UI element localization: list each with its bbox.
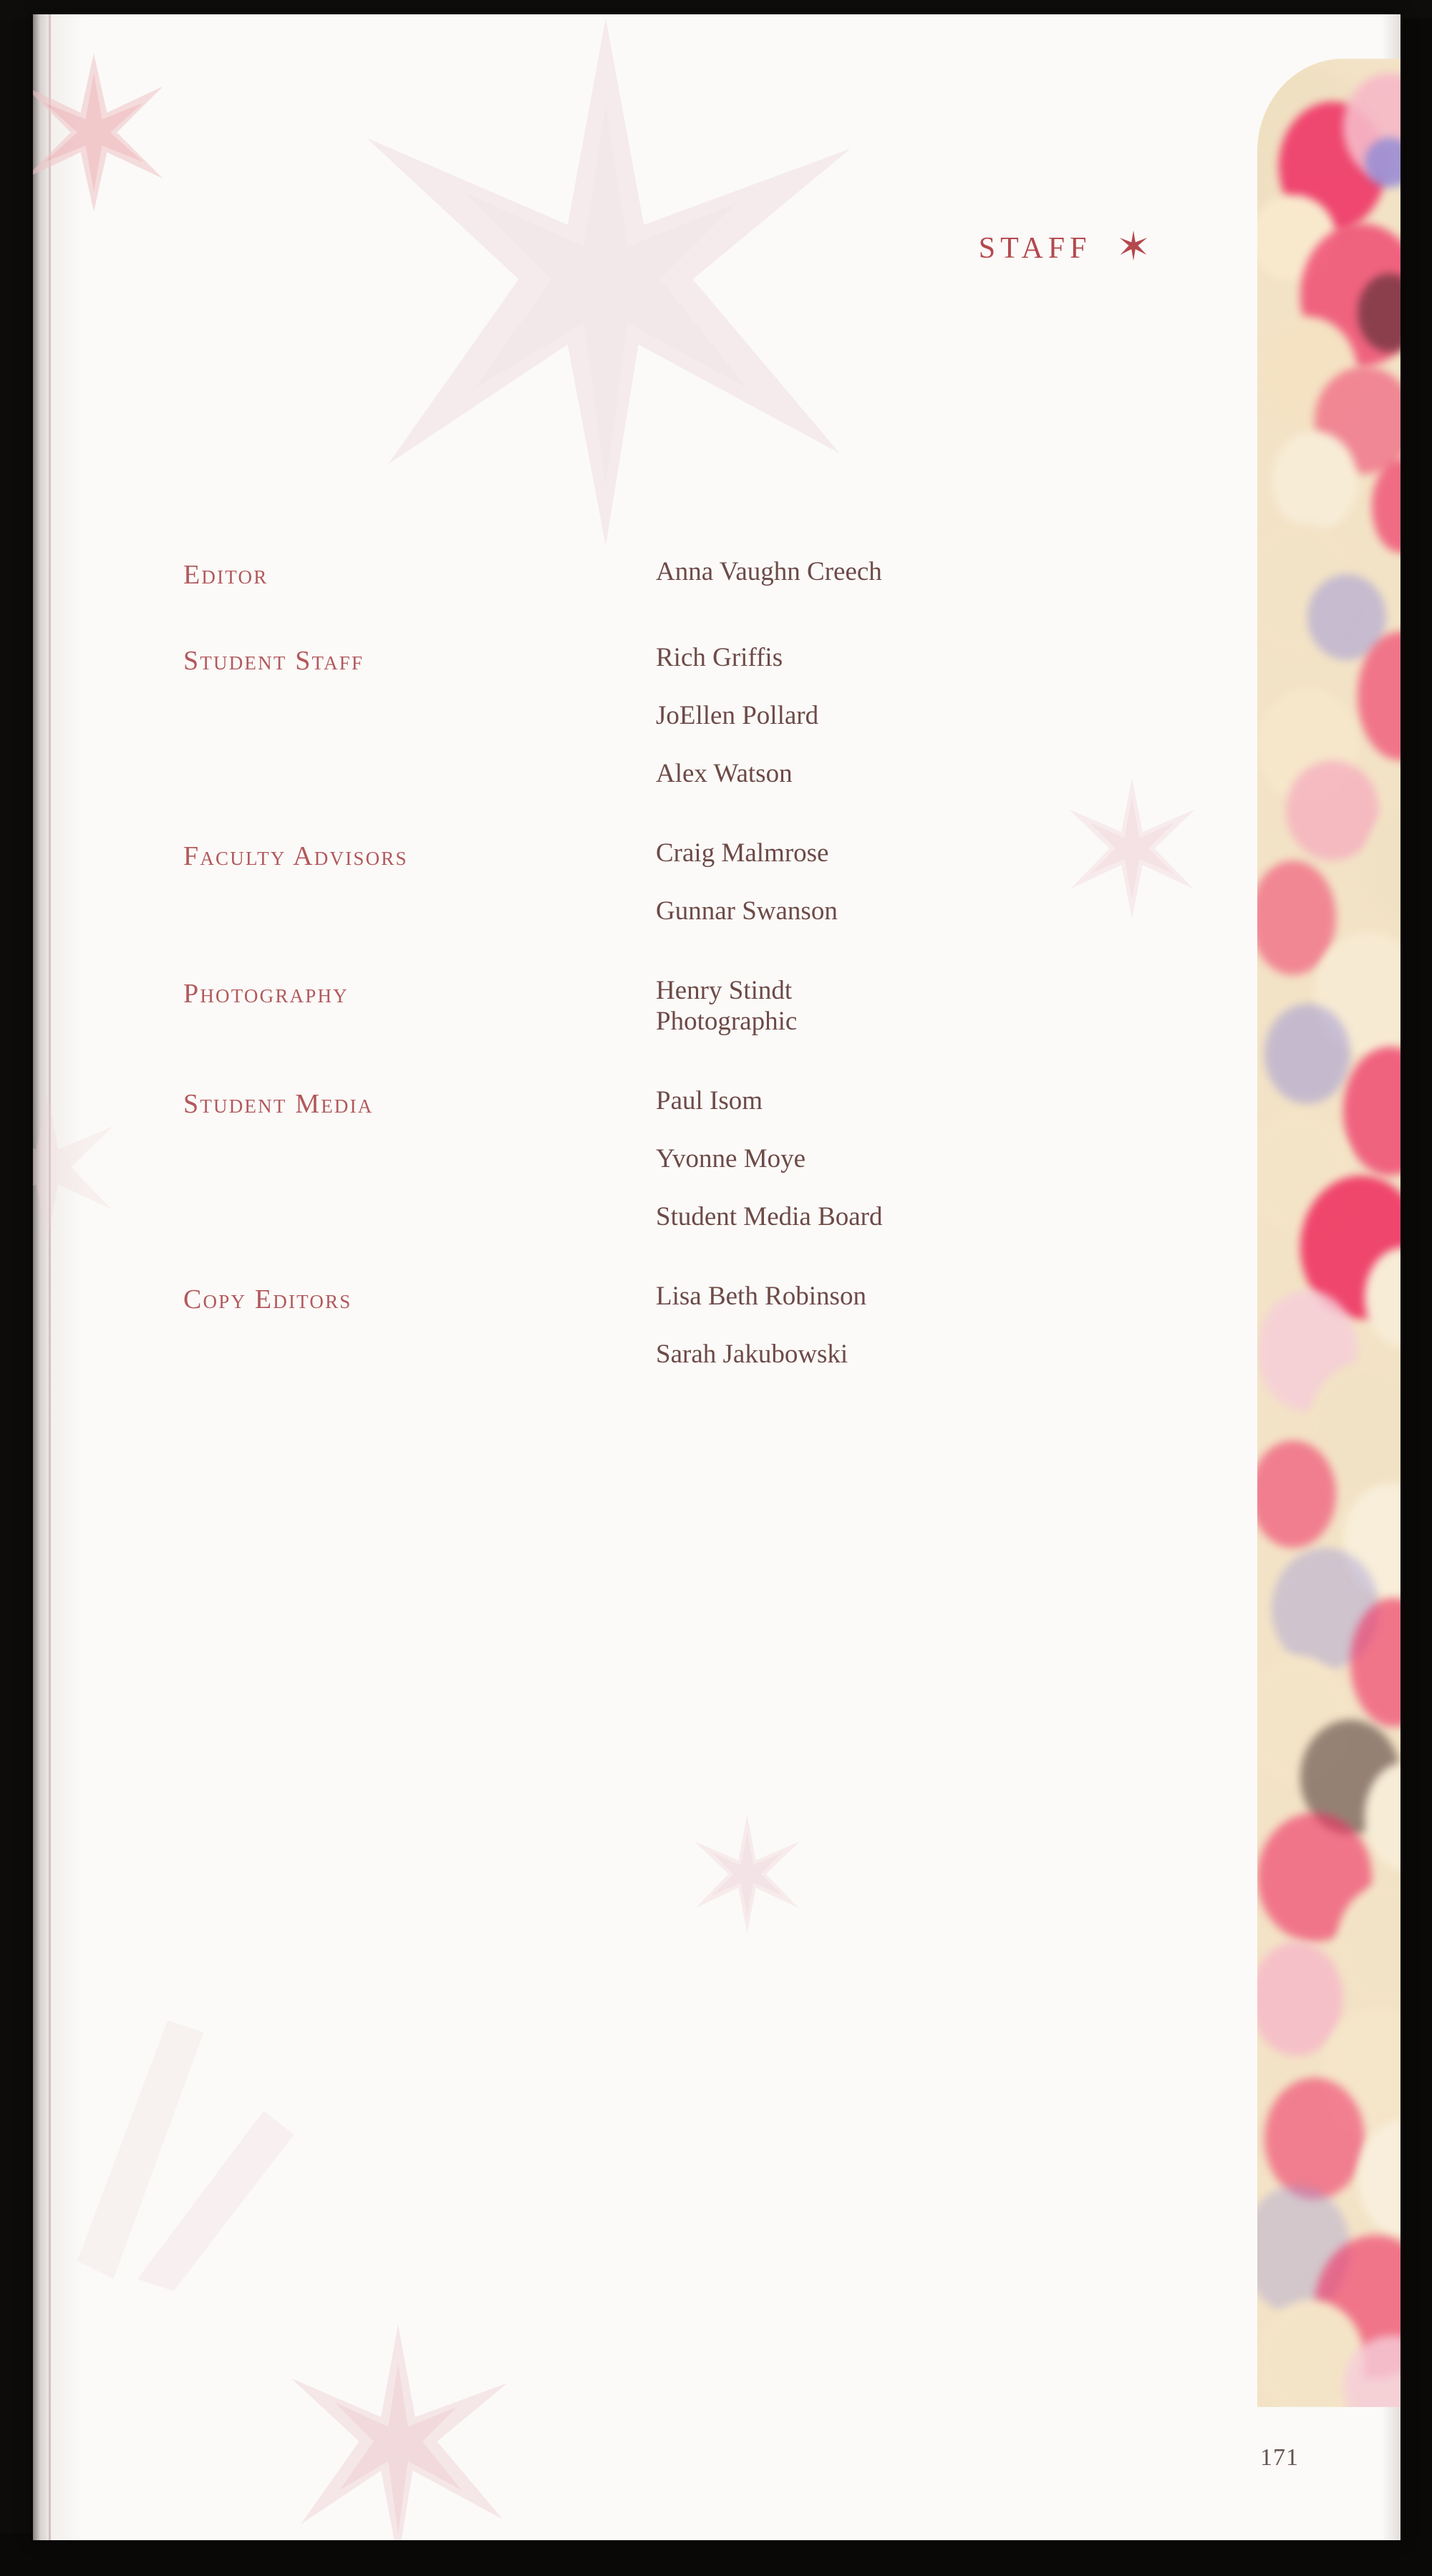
page-title: STAFF — [978, 232, 1092, 265]
role-label: Student Staff — [183, 645, 364, 676]
star-top-center-icon — [334, 14, 878, 551]
list-item: Anna Vaughn Creech — [656, 557, 882, 586]
role-label: Faculty Advisors — [183, 841, 408, 871]
page-spine-line — [49, 14, 51, 2540]
name-list — [656, 558, 882, 585]
star-header-icon — [1105, 232, 1151, 265]
list-item: Sarah Jakubowski — [656, 1339, 848, 1369]
list-item: Paul Isom — [656, 1085, 763, 1115]
name-list — [656, 1283, 866, 1367]
name-list — [656, 644, 818, 787]
list-item: Gunnar Swanson — [656, 896, 838, 926]
name-list — [656, 840, 838, 924]
list-item: Craig Malmrose — [656, 838, 829, 868]
name-list — [656, 977, 797, 1035]
list-item: Student Media Board — [656, 1201, 883, 1231]
book-page — [33, 14, 1400, 2540]
surface-margin-right — [1400, 0, 1432, 2576]
roster-row — [183, 1085, 1171, 1231]
staff-roster — [183, 558, 1171, 1420]
list-item: Yvonne Moye — [656, 1143, 806, 1173]
list-item: Photographic — [656, 1006, 798, 1036]
roster-row — [183, 840, 1171, 924]
page-number: 171 — [1260, 2444, 1299, 2471]
role-label: Copy Editors — [183, 1284, 352, 1314]
roster-row — [183, 1283, 1171, 1367]
role-label: Editor — [183, 560, 268, 590]
page-gutter-shadow — [33, 14, 83, 2540]
list-item: Henry Stindt — [656, 975, 793, 1005]
page-header — [33, 229, 1150, 266]
name-list — [656, 1085, 883, 1231]
marbled-paint-strip — [1257, 59, 1400, 2407]
list-item: JoEllen Pollard — [656, 700, 819, 730]
list-item: Alex Watson — [656, 758, 793, 788]
list-item: Rich Griffis — [656, 642, 783, 672]
roster-row — [183, 644, 1171, 787]
decorative-shard-bottom-left — [47, 1990, 348, 2291]
star-bottom-center-icon — [276, 2320, 520, 2540]
role-label: Student Media — [183, 1088, 374, 1119]
roster-row — [183, 558, 1171, 591]
roster-row — [183, 977, 1171, 1035]
list-item: Lisa Beth Robinson — [656, 1281, 866, 1311]
star-lower-center-icon — [684, 1811, 810, 1937]
role-label: Photography — [183, 978, 349, 1009]
